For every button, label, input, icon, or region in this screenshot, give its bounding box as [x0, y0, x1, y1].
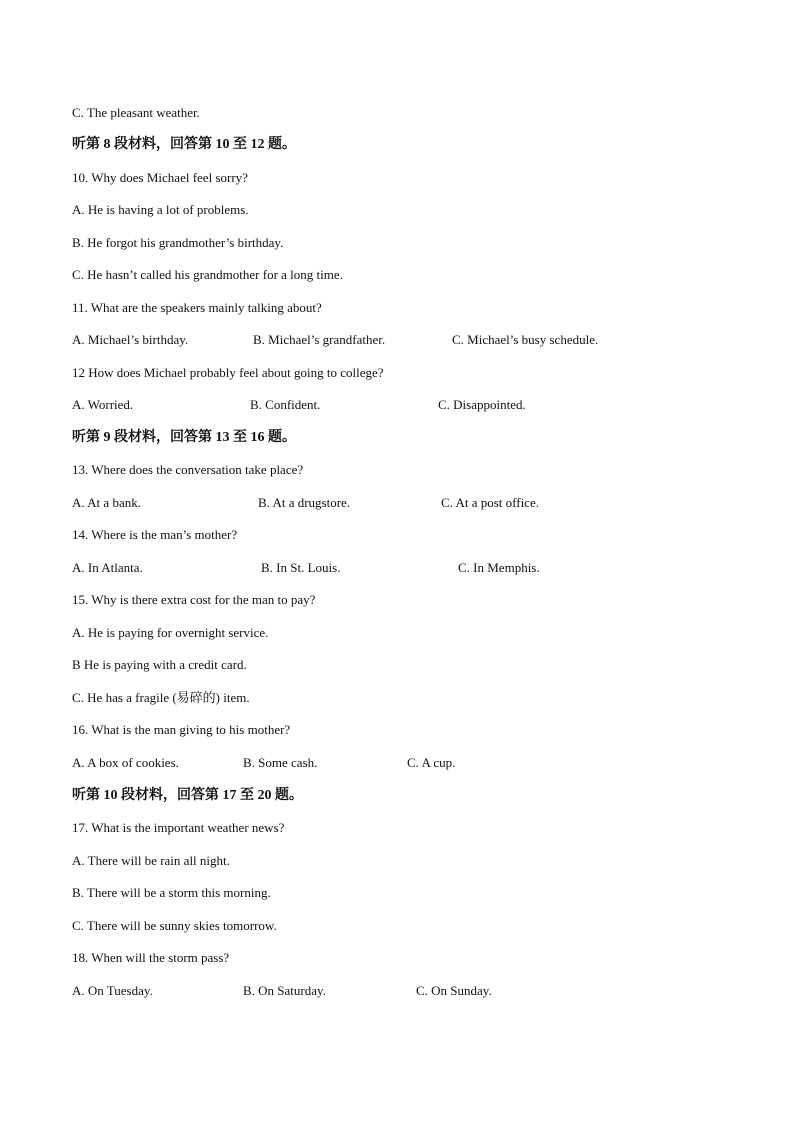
answer-option: B. Michael’s grandfather.: [253, 332, 386, 347]
options-row: [72, 983, 722, 999]
question: 15. Why is there extra cost for the man to pay?: [72, 592, 316, 607]
answer-option: B. He forgot his grandmother’s birthday.: [72, 235, 284, 250]
answer-option: B. Some cash.: [243, 755, 318, 770]
section-heading: 听第 9 段材料，回答第 13 至 16 题。: [72, 430, 296, 445]
answer-option: C. On Sunday.: [416, 983, 492, 998]
options-row: [72, 332, 722, 348]
answer-option: A. He is having a lot of problems.: [72, 202, 249, 217]
options-row: [72, 755, 722, 771]
answer-option: B. In St. Louis.: [261, 560, 341, 575]
answer-option: C. A cup.: [407, 755, 456, 770]
answer-option: C. He hasn’t called his grandmother for a long time.: [72, 267, 343, 282]
answer-option: C. Michael’s busy schedule.: [452, 332, 599, 347]
question: 11. What are the speakers mainly talking about?: [72, 300, 322, 315]
options-row: [72, 495, 722, 511]
question: 17. What is the important weather news?: [72, 820, 285, 835]
answer-option: A. In Atlanta.: [72, 560, 143, 575]
answer-option: B. There will be a storm this morning.: [72, 885, 271, 900]
answer-option: C. He has a fragile (易碎的) item.: [72, 690, 250, 705]
answer-option: A. A box of cookies.: [72, 755, 179, 770]
answer-option: B. Confident.: [250, 397, 321, 412]
section-heading: 听第 10 段材料，回答第 17 至 20 题。: [72, 788, 303, 803]
answer-option: A. There will be rain all night.: [72, 853, 230, 868]
answer-option: B He is paying with a credit card.: [72, 657, 247, 672]
question: 12 How does Michael probably feel about going to college?: [72, 365, 384, 380]
options-row: [72, 560, 722, 576]
answer-option: C. In Memphis.: [458, 560, 540, 575]
answer-option: A. He is paying for overnight service.: [72, 625, 269, 640]
answer-option: C. Disappointed.: [438, 397, 526, 412]
answer-option: A. At a bank.: [72, 495, 141, 510]
question: 16. What is the man giving to his mother?: [72, 722, 291, 737]
answer-option: A. On Tuesday.: [72, 983, 153, 998]
answer-option: C. The pleasant weather.: [72, 105, 200, 120]
question: 13. Where does the conversation take place?: [72, 462, 304, 477]
answer-option: C. At a post office.: [441, 495, 539, 510]
answer-option: A. Worried.: [72, 397, 134, 412]
answer-option: B. On Saturday.: [243, 983, 326, 998]
answer-option: A. Michael’s birthday.: [72, 332, 189, 347]
answer-option: C. There will be sunny skies tomorrow.: [72, 918, 277, 933]
question: 10. Why does Michael feel sorry?: [72, 170, 248, 185]
options-row: [72, 397, 722, 413]
section-heading: 听第 8 段材料，回答第 10 至 12 题。: [72, 137, 296, 152]
question: 18. When will the storm pass?: [72, 950, 230, 965]
question: 14. Where is the man’s mother?: [72, 527, 238, 542]
answer-option: B. At a drugstore.: [258, 495, 351, 510]
